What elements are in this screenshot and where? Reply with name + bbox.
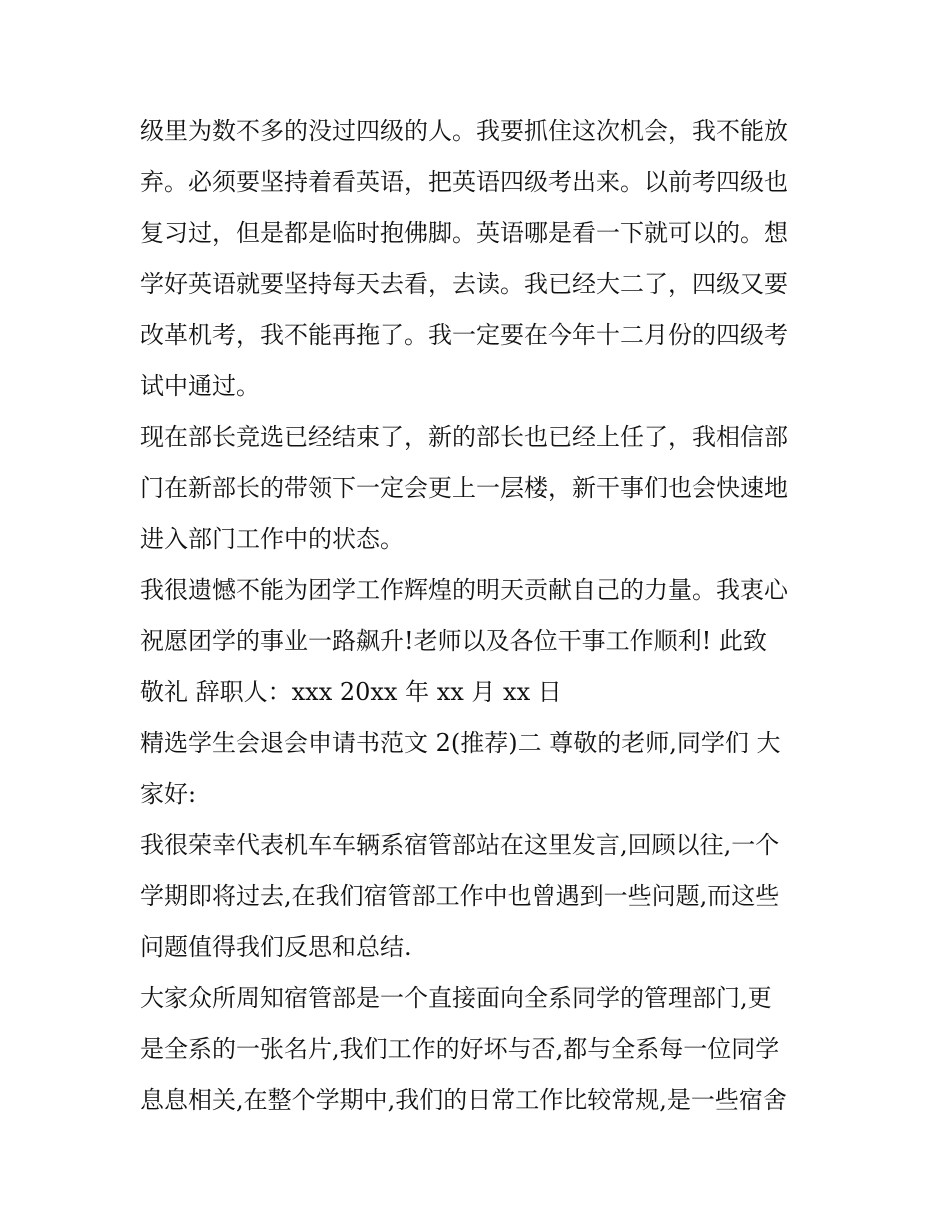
section-heading-line: 精选学生会退会申请书范文 2(推荐)二 尊敬的老师,同学们 大 [140, 729, 781, 757]
text-line: 我很荣幸代表机车车辆系宿管部站在这里发言,回顾以往,一个 [140, 831, 780, 859]
text-line: 我很遗憾不能为团学工作辉煌的明天贡献自己的力量。我衷心 [140, 576, 788, 604]
text-line: 进入部门工作中的状态。 [140, 525, 404, 553]
text-line: 试中通过。 [140, 372, 260, 400]
text-line: 级里为数不多的没过四级的人。我要抓住这次机会，我不能放 [140, 117, 788, 145]
text-line: 息息相关,在整个学期中,我们的日常工作比较常规,是一些宿舍 [140, 1086, 787, 1114]
paragraph [140, 565, 820, 718]
text-line: 改革机考，我不能再拖了。我一定要在今年十二月份的四级考 [140, 321, 788, 349]
document-body [140, 106, 820, 1126]
text-line: 是全系的一张名片,我们工作的好坏与否,都与全系每一位同学 [140, 1035, 780, 1063]
text-line: 大家众所周知宿管部是一个直接面向全系同学的管理部门,更 [140, 984, 772, 1012]
signature-line: 敬礼 辞职人：xxx 20xx 年 xx 月 xx 日 [140, 678, 562, 706]
paragraph [140, 412, 820, 565]
text-line: 现在部长竞选已经结束了，新的部长也已经上任了，我相信部 [140, 423, 788, 451]
text-line: 复习过，但是都是临时抱佛脚。英语哪是看一下就可以的。想 [140, 219, 788, 247]
text-line: 家好: [140, 780, 197, 808]
text-line: 祝愿团学的事业一路飙升!老师以及各位干事工作顺利! 此致 [140, 627, 767, 655]
text-line: 学好英语就要坚持每天去看，去读。我已经大二了，四级又要 [140, 270, 788, 298]
text-line: 学期即将过去,在我们宿管部工作中也曾遇到一些问题,而这些 [140, 882, 780, 910]
paragraph [140, 973, 820, 1126]
paragraph [140, 820, 820, 973]
text-line: 门在新部长的带领下一定会更上一层楼，新干事们也会快速地 [140, 474, 788, 502]
paragraph [140, 106, 820, 412]
paragraph [140, 718, 820, 820]
text-line: 弃。必须要坚持着看英语，把英语四级考出来。以前考四级也 [140, 168, 788, 196]
text-line: 问题值得我们反思和总结. [140, 933, 412, 961]
